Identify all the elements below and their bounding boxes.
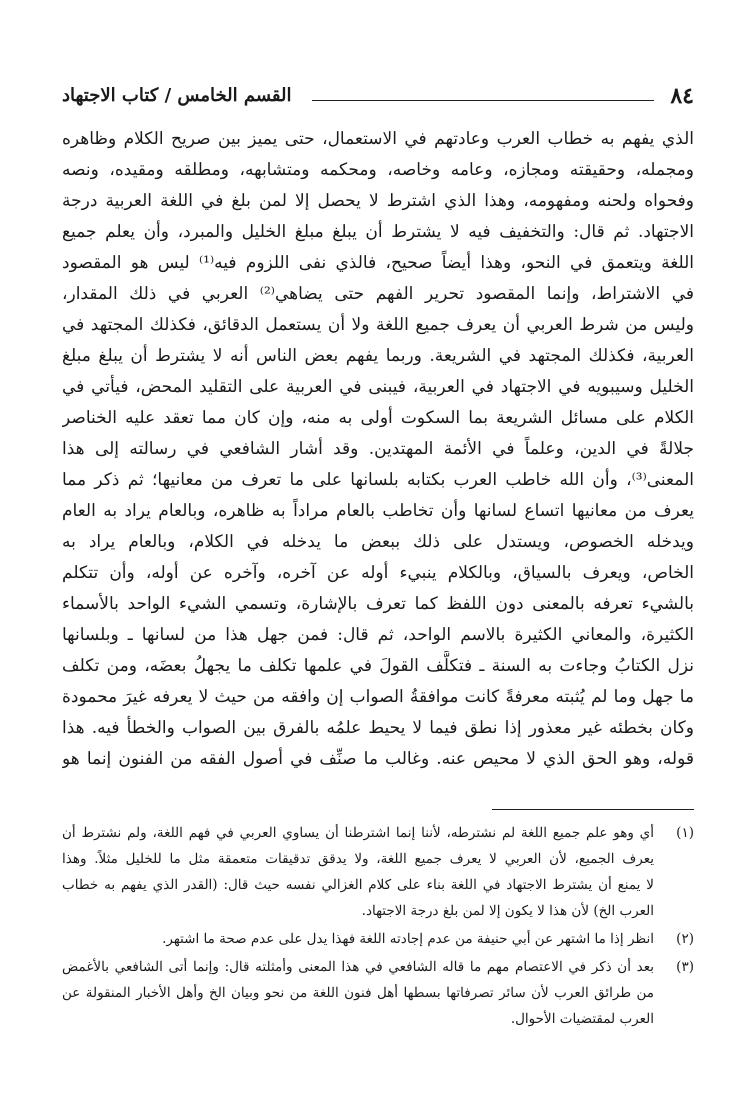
footnote-separator xyxy=(492,809,694,810)
text-line: ما جهل وما لم يُثبته معرفةً كانت موافقةُ الصواب إن وافقه من حيث لا يعرفه غيرَ محمودة xyxy=(62,687,694,707)
text-line: قوله، وهو الحق الذي لا محيص عنه. وغالب ما صنِّف في أصول الفقه من الفنون إنما هو xyxy=(62,749,694,769)
footnote-number: (٣) xyxy=(676,959,694,975)
text-line: الكلام على مسائل الشريعة بما السكوت أولى به منه، وإن كان مما تعقد عليه الخناصر xyxy=(62,408,694,428)
footnote-number: (١) xyxy=(676,825,694,841)
text-line: العربية، فكذلك المجتهد في الشريعة. وربما يفهم بعض الناس أنه لا يشترط أن يبلغ مبلغ xyxy=(62,346,694,366)
text-line: بالشيء تعرفه بالمعنى دون اللفظ كما تعرف بالإشارة، وتسمي الشيء الواحد بالأسماء xyxy=(62,594,694,614)
text-line: ويدخله الخصوص، ويستدل على ذلك ببعض ما يدخله في الكلام، وبالعام يراد به xyxy=(62,532,694,552)
footnote-number: (٢) xyxy=(676,931,694,947)
main-text xyxy=(62,124,694,775)
text-line: الذي يفهم به خطاب العرب وعادتهم في الاستعمال، حتى يميز بين صريح الكلام وظاهره xyxy=(62,129,694,149)
text-line: وكان بخطئه غير معذور إذا نطق فيما لا يحيط علمُه بالفرق بين الصواب والخطأ فيه. هذا xyxy=(62,718,694,738)
text-line: اللغة ويتعمق في النحو، وهذا أيضاً صحيح، فالذي نفى اللزوم فيه⁽¹⁾ ليس هو المقصود xyxy=(62,253,694,273)
page-header xyxy=(62,82,694,112)
footnote-3 xyxy=(62,954,694,1032)
running-title: القسم الخامس / كتاب الاجتهاد xyxy=(62,85,292,106)
footnote-line: أي وهو علم جميع اللغة لم نشترطه، لأننا إنما اشترطنا أن يساوي العربي في فهم اللغة، ولم نشترط أن xyxy=(62,825,654,841)
text-line: في الاشتراط، وإنما المقصود تحرير الفهم حتى يضاهي⁽²⁾ العربي في ذلك المقدار، xyxy=(62,284,694,304)
text-line: الكثيرة، والمعاني الكثيرة بالاسم الواحد، ثم قال: فمن جهل هذا من لسانها ـ وبلسانها xyxy=(62,625,694,645)
text-line: ومجمله، وحقيقته ومجازه، وعامه وخاصه، ومحكمه ومتشابهه، ومطلقه ومقيده، ونصه xyxy=(62,160,694,180)
footnote-line: بعد أن ذكر في الاعتصام مهم ما قاله الشافعي في هذا المعنى وأمثلته قال: وإنما أتى الشافعي بالأغمض xyxy=(62,959,654,975)
footnote-line: من طرائق العرب لأن سائر تصرفاتها بسطها أهل فنون اللغة من نحو وبيان الخ وأهل الأخبار المنقولة عن xyxy=(62,985,654,1001)
text-line: الخاص، ويعرف بالسياق، وبالكلام ينبيء أوله عن آخره، وآخره عن أوله، وأن تتكلم xyxy=(62,563,694,583)
footnote-line: العرب الخ) لأن هذا لا يكون إلا لمن بلغ درجة الاجتهاد. xyxy=(361,903,654,919)
footnote-1 xyxy=(62,820,694,924)
text-line: جلالةً في الدين، وعلماً في الأئمة المهتدين. وقد أشار الشافعي في رسالته إلى هذا xyxy=(62,439,694,459)
footnotes xyxy=(62,820,694,1034)
page-number: ٨٤ xyxy=(670,83,694,109)
text-line: وفحواه ولحنه ومفهومه، وهذا الذي اشترط لا يحصل إلا لمن بلغ في اللغة العربية درجة xyxy=(62,191,694,211)
text-line: المعنى⁽³⁾، وأن الله خاطب العرب بكتابه بلسانها على ما تعرف من معانيها؛ ثم ذكر مما xyxy=(62,470,694,490)
text-line: وليس من شرط العربي أن يعرف جميع اللغة ولا أن يستعمل الدقائق، فكذلك المجتهد في xyxy=(62,315,694,335)
footnote-line: انظر إذا ما اشتهر عن أبي حنيفة من عدم إجادته اللغة فهذا يدل على عدم صحة ما اشتهر. xyxy=(162,931,654,947)
text-line: الخليل وسيبويه في الاجتهاد في العربية، فيبنى في العربية على التقليد المحض، فيأتي في xyxy=(62,377,694,397)
footnote-line: العرب لمقتضيات الأحوال. xyxy=(510,1011,654,1027)
footnote-line: يعرف الجميع، لأن العربي لا يعرف جميع اللغة، ولا يدقق تدقيقات متعمقة مثل ما للخليل مثلاً. وهذا xyxy=(62,851,654,867)
header-rule xyxy=(312,100,654,101)
text-line: نزل الكتابُ وجاءت به السنة ـ فتكلَّف القولَ في علمها تكلف ما يجهلُ بعضَه، ومن تكلف xyxy=(62,656,694,676)
footnote-2 xyxy=(62,926,694,952)
text-line: الاجتهاد. ثم قال: والتخفيف فيه لا يشترط أن يبلغ مبلغ الخليل والمبرد، وأن يعلم جميع xyxy=(62,222,694,242)
text-line: يعرف من معانيها اتساع لسانها وأن تخاطب بالعام مراداً به ظاهره، وبالعام يراد به العام xyxy=(62,501,694,521)
footnote-line: لا يمنع أن يشترط الاجتهاد في اللغة بناء على كلام الغزالي نفسه حيث قال: (القدر الذي يفهم به خطاب xyxy=(62,877,654,893)
